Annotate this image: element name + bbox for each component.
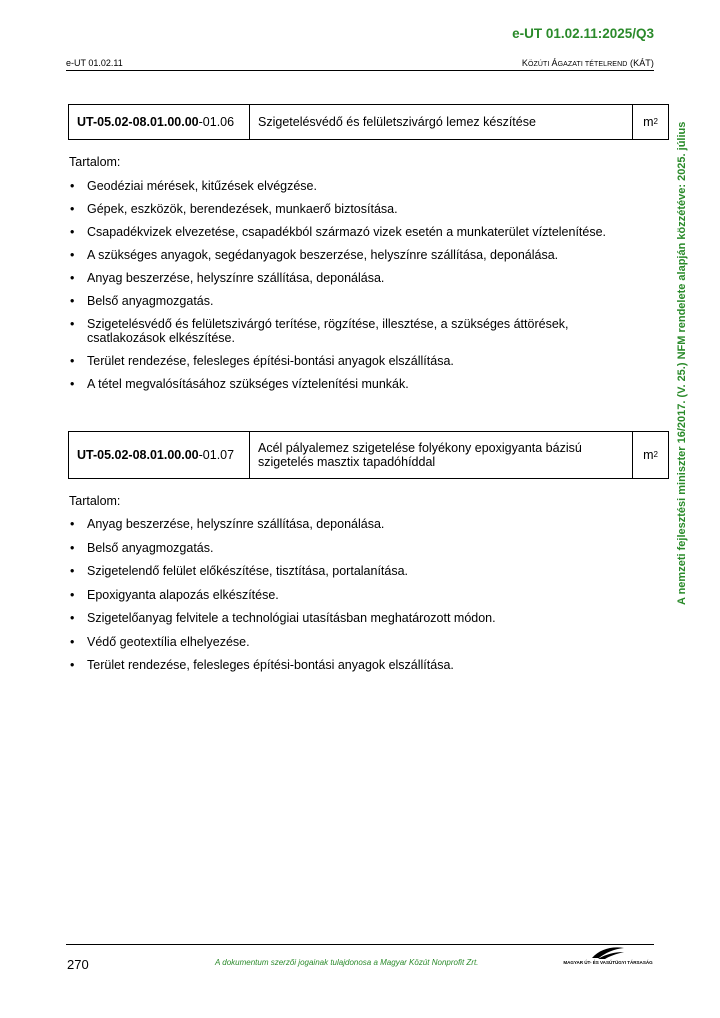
- item-table-1: [68, 104, 669, 140]
- item-code-suffix: -01.07: [198, 448, 235, 462]
- list-item: • Belső anyagmozgatás.: [70, 294, 650, 308]
- header-title-part3: (KÁT): [627, 58, 654, 68]
- content-label-1: Tartalom:: [69, 155, 121, 169]
- content-list-2: [70, 517, 650, 672]
- header-left-code: e-UT 01.02.11: [66, 58, 123, 68]
- item-table-2: [68, 431, 669, 479]
- item-unit: m 2: [643, 115, 658, 129]
- footer-divider: [66, 944, 654, 945]
- document-code: e-UT 01.02.11:2025/Q3: [512, 26, 654, 41]
- list-item: • Epoxigyanta alapozás elkészítése.: [70, 588, 650, 602]
- logo-text: MAGYAR ÚT- ÉS VASÚTÜGYI TÁRSASÁG: [563, 960, 653, 965]
- item-code-suffix: -01.06: [198, 115, 235, 129]
- list-item: • Szigetelésvédő és felületszivárgó terítése, rögzítése, illesztése, a szükséges áttörések, csatlakozások elkészítése.: [70, 317, 650, 345]
- item-code-bold: UT-05.02-08.01.00.00: [77, 448, 199, 462]
- logo-swoosh-icon: [591, 946, 625, 960]
- item-code-cell: [69, 432, 250, 478]
- list-item: • Szigetelőanyag felvitele a technológiai utasításban meghatározott módon.: [70, 611, 650, 625]
- content-label-2: Tartalom:: [69, 494, 121, 508]
- header-title-k: K: [521, 58, 528, 68]
- list-item: • Gépek, eszközök, berendezések, munkaerő biztosítása.: [70, 202, 650, 216]
- list-item: • Anyag beszerzése, helyszínre szállítása, deponálása.: [70, 271, 650, 285]
- organization-logo: [561, 946, 655, 970]
- list-item: • A szükséges anyagok, segédanyagok beszerzése, helyszínre szállítása, deponálása.: [70, 248, 650, 262]
- header-title-a: Á: [551, 58, 558, 68]
- item-description: Szigetelésvédő és felületszivárgó lemez készítése: [250, 105, 633, 139]
- item-unit: m 2: [643, 448, 658, 462]
- unit-base: m: [643, 115, 654, 129]
- list-item: • A tétel megvalósításához szükséges víztelenítési munkák.: [70, 377, 650, 391]
- list-item: • Szigetelendő felület előkészítése, tisztítása, portalanítása.: [70, 564, 650, 578]
- item-code-bold: UT-05.02-08.01.00.00: [77, 115, 199, 129]
- header-title-part1: ÖZÚTI: [527, 61, 552, 68]
- unit-base: m: [643, 448, 654, 462]
- header-title-part2: GAZATI TÉTELREND: [557, 61, 628, 68]
- list-item: • Anyag beszerzése, helyszínre szállítása, deponálása.: [70, 517, 650, 531]
- header-right-title: [522, 58, 654, 68]
- list-item: • Védő geotextília elhelyezése.: [70, 635, 650, 649]
- list-item: • Belső anyagmozgatás.: [70, 541, 650, 555]
- publication-watermark: A nemzeti fejlesztési miniszter 16/2017. (V. 25.) NFM rendelete alapján közzétéve: 2025. július: [676, 121, 688, 605]
- header-divider: [66, 70, 654, 71]
- page-number: 270: [67, 957, 89, 972]
- list-item: • Geodéziai mérések, kitűzések elvégzése.: [70, 179, 650, 193]
- copyright-notice: A dokumentum szerzői jogainak tulajdonosa a Magyar Közút Nonprofit Zrt.: [215, 958, 479, 967]
- item-code-cell: [69, 105, 250, 139]
- list-item: • Terület rendezése, felesleges építési-bontási anyagok elszállítása.: [70, 354, 650, 368]
- list-item: • Csapadékvizek elvezetése, csapadékból származó vizek esetén a munkaterület víztelenítése.: [70, 225, 650, 239]
- list-item: • Terület rendezése, felesleges építési-bontási anyagok elszállítása.: [70, 658, 650, 672]
- item-description: Acél pályalemez szigetelése folyékony epoxigyanta bázisú szigetelés masztix tapadóhíddal: [250, 432, 633, 478]
- content-list-1: [70, 179, 650, 391]
